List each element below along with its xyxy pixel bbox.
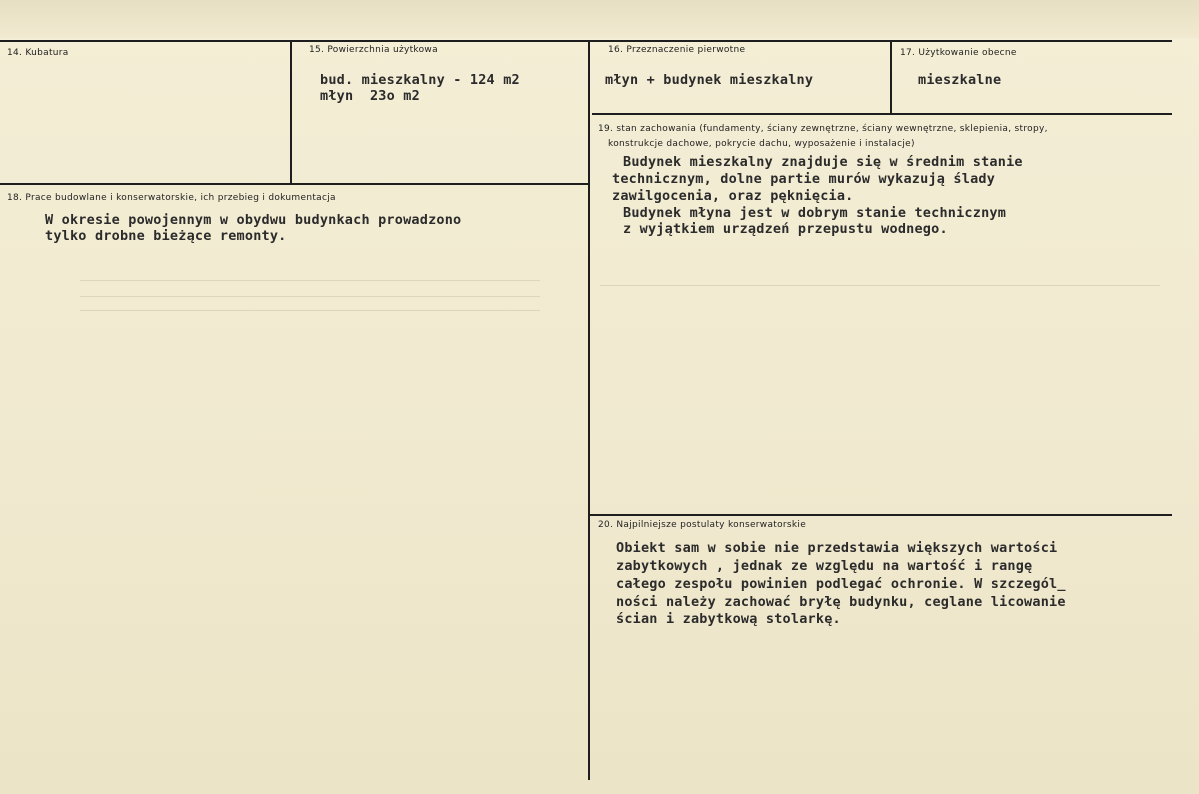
field-19-line-3: zawilgocenia, oraz pęknięcia.: [612, 188, 854, 204]
field-19-line-1: Budynek mieszkalny znajduje się w średnim stanie: [623, 154, 1023, 170]
field-18-label: 18. Prace budowlane i konserwatorskie, ich przebieg i dokumentacja: [7, 193, 336, 203]
field-19-line-4: Budynek młyna jest w dobrym stanie technicznym: [623, 205, 1007, 221]
faint-guide: [600, 285, 1160, 286]
field-16-line-1: młyn + budynek mieszkalny: [605, 72, 814, 88]
field-19-line-5: z wyjątkiem urządzeń przepustu wodnego.: [623, 221, 948, 237]
divider-14-15: [290, 40, 292, 183]
top-rule: [0, 40, 1172, 42]
field-17-label: 17. Użytkowanie obecne: [900, 48, 1017, 58]
field-19-label-line-2: konstrukcje dachowe, pokrycie dachu, wyposażenie i instalacje): [608, 139, 915, 149]
field-15-label: 15. Powierzchnia użytkowa: [309, 45, 438, 55]
field-16-label: 16. Przeznaczenie pierwotne: [608, 45, 746, 55]
field-20-line-4: ności należy zachować bryłę budynku, ceglane licowanie: [616, 594, 1066, 610]
field-18-line-1: W okresie powojennym w obydwu budynkach prowadzono: [45, 212, 462, 228]
field-15-line-1: bud. mieszkalny - 124 m2: [320, 72, 520, 88]
field-19-label-line-1: 19. stan zachowania (fundamenty, ściany zewnętrzne, ściany wewnętrzne, sklepienia, stropy,: [598, 124, 1048, 134]
field-20-line-1: Obiekt sam w sobie nie przedstawia większych wartości: [616, 540, 1058, 556]
field-19-line-2: technicznym, dolne partie murów wykazują ślady: [612, 171, 996, 187]
faint-guide: [80, 310, 540, 311]
row19-bottom-rule: [590, 514, 1172, 516]
field-20-line-5: ścian i zabytkową stolarkę.: [616, 611, 841, 627]
row1-bottom-rule-left: [0, 183, 590, 185]
card-top-edge: [0, 0, 1199, 38]
field-14-label: 14. Kubatura: [7, 48, 69, 58]
field-20-line-2: zabytkowych , jednak ze względu na wartość i rangę: [616, 558, 1033, 574]
divider-16-17: [890, 40, 892, 114]
field-20-label: 20. Najpilniejsze postulaty konserwatorskie: [598, 520, 807, 530]
field-17-line-1: mieszkalne: [918, 72, 1002, 88]
field-15-line-2: młyn 23o m2: [320, 88, 420, 104]
field-18-line-2: tylko drobne bieżące remonty.: [45, 228, 287, 244]
faint-guide: [80, 280, 540, 281]
main-vertical-divider: [588, 40, 590, 780]
row1-bottom-rule-right: [592, 113, 1172, 115]
field-20-line-3: całego zespołu powinien podlegać ochronie. W szczegól_: [616, 576, 1066, 592]
faint-guide: [80, 296, 540, 297]
